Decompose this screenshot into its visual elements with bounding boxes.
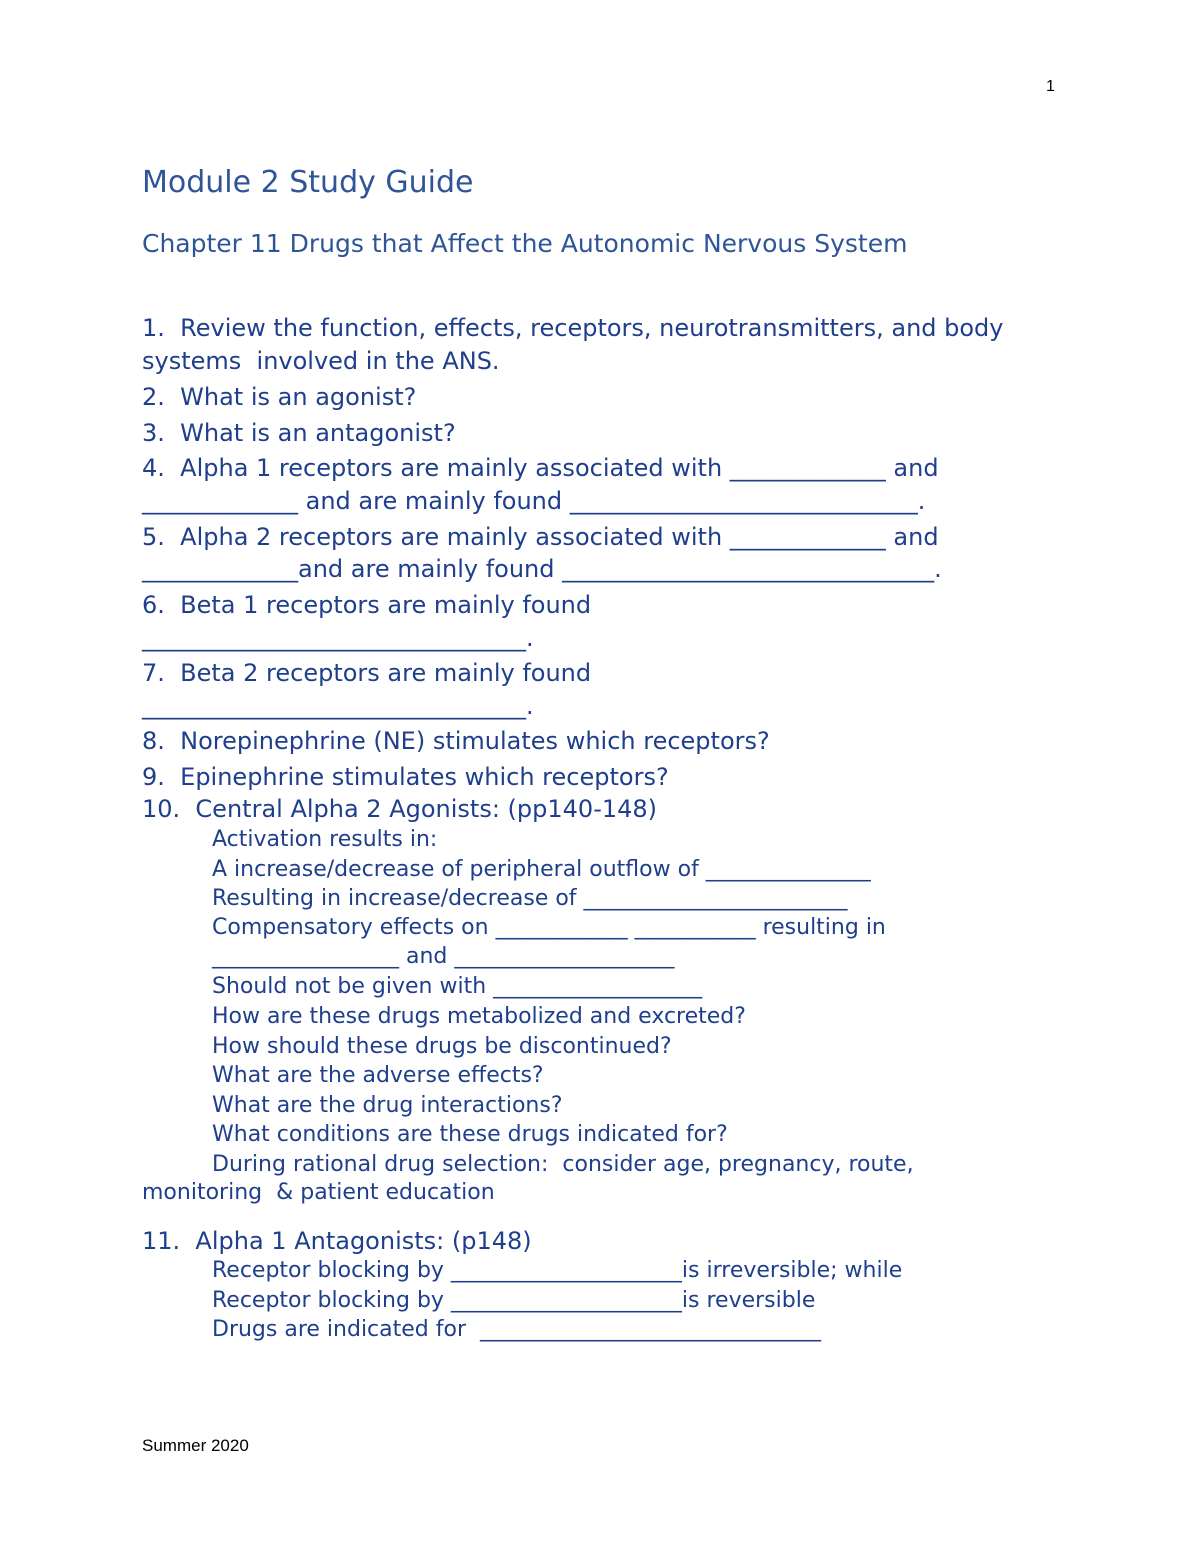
question-6-line-1: 6. Beta 1 receptors are mainly found [142,591,592,619]
question-10-item: How should these drugs be discontinued? [212,1034,672,1059]
question-4-line-1: 4. Alpha 1 receptors are mainly associated with _____________ and [142,454,939,482]
question-5-line-2: _____________and are mainly found _______________________________. [142,555,942,583]
question-1-line-1: 1. Review the function, effects, receptors, neurotransmitters, and body [142,314,1004,342]
question-11: 11. Alpha 1 Antagonists: (p148) [142,1227,532,1255]
question-2: 2. What is an agonist? [142,383,417,411]
question-10-item: Compensatory effects on ____________ ___________ resulting in [212,915,886,940]
question-5-line-1: 5. Alpha 2 receptors are mainly associated with _____________ and [142,523,939,551]
question-10-item: How are these drugs metabolized and excreted? [212,1004,746,1029]
question-10: 10. Central Alpha 2 Agonists: (pp140-148) [142,795,658,823]
question-10-item: _________________ and ____________________ [212,944,675,969]
question-1-line-2: systems involved in the ANS. [142,347,500,375]
question-10-item: What are the adverse effects? [212,1063,544,1088]
question-8: 8. Norepinephrine (NE) stimulates which receptors? [142,727,770,755]
document-title: Module 2 Study Guide [142,165,474,200]
question-9: 9. Epinephrine stimulates which receptors? [142,763,669,791]
question-11-item: Receptor blocking by _____________________is irreversible; while [212,1258,903,1283]
question-11-item: Receptor blocking by _____________________is reversible [212,1288,816,1313]
question-10-item: What are the drug interactions? [212,1093,563,1118]
question-10-item: Activation results in: [212,827,438,852]
question-10-item: During rational drug selection: consider age, pregnancy, route, [212,1152,914,1177]
question-6-line-2: ________________________________. [142,624,534,652]
page-footer: Summer 2020 [142,1436,249,1455]
question-11-item: Drugs are indicated for _______________________________ [212,1317,821,1342]
question-10-item: What conditions are these drugs indicated for? [212,1122,728,1147]
question-10-item: Resulting in increase/decrease of ________________________ [212,886,848,911]
question-10-item: A increase/decrease of peripheral outflow of _______________ [212,857,871,882]
page-number: 1 [1046,78,1055,95]
question-7-line-1: 7. Beta 2 receptors are mainly found [142,659,592,687]
question-3: 3. What is an antagonist? [142,419,456,447]
chapter-heading: Chapter 11 Drugs that Affect the Autonomic Nervous System [142,229,908,258]
question-7-line-2: ________________________________. [142,692,534,720]
question-10-item-wrap: monitoring & patient education [142,1180,495,1205]
question-4-line-2: _____________ and are mainly found _____________________________. [142,487,926,515]
question-10-item: Should not be given with ___________________ [212,974,703,999]
